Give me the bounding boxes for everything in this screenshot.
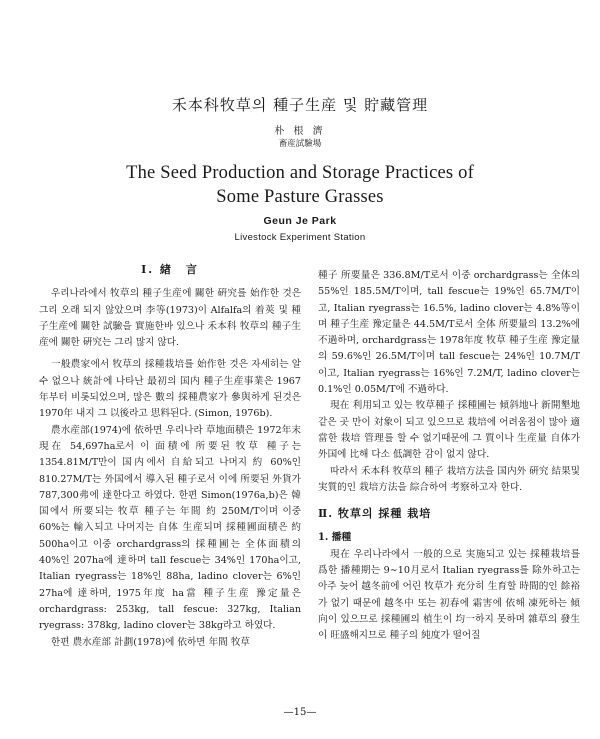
paragraph: 따라서 禾本科 牧草의 種子 栽培方法을 国内外 硏究 結果및 実質的인 栽培方法을 綜合하여 考察하고자 한다. (318, 465, 580, 493)
section-heading-introduction: Ⅰ. 緖 言 (141, 263, 199, 276)
author-name-english: Geun Je Park (263, 215, 337, 227)
subsection-heading-sowing: 1. 播種 (318, 532, 352, 544)
title-en-line2: Some Pasture Grasses (216, 187, 384, 207)
paragraph: 農水産部(1974)에 依하면 우리나라 草地面積은 1972年末 現在 54,697ha로서 이 面積에 所要된 牧草 種子는 1354.81M/T만이 国内에서 自給되고 나머지 約 60%인 810.27M/T는 外国에서 導入된 種子로서 이에 所要된 外貨가 787,300弗에 達한다고 하였다. 한편 Simon(1976a,b)은 韓国에서 所要되는 牧草 種子는 年間 約 250M/T이며 이중 60%는 輸入되고 나머지는 自体 生産되며 採種圃面積은 約 500ha이고 이중 orchardgrass의 採種圃는 全体面積의 40%인 207ha에 達하며 tall fescue는 34%인 170ha이고, Italian ryegrass는 18%인 88ha, ladino clover는 6%인 27ha에 達하며, 1975年度 ha當 種子生産 豫定量은 orchardgrass: 253kg, tall fescue: 327kg, Italian ryegrass: 378kg, ladino clover는 38kg라고 하였다. (39, 424, 301, 632)
paragraph: 한편 農水産部 計劃(1978)에 依하면 年間 牧草 (51, 636, 251, 648)
paragraph: 現在 우리나라에서 一般的으로 実施되고 있는 採種栽培를 爲한 播種期는 9∼10月로서 Italian ryegrass를 除外하고는 아주 늦어 越冬前에 어린 牧草가 充分히 生育할 時間的인 餘裕가 없기 때문에 越冬中 또는 初春에 霜害에 依해 凍死하는 傾向이 있으므로 採種圃의 植生이 均一하지 못하며 雜草의 發生이 旺盛해지므로 種子의 純度가 떨어질 (318, 548, 580, 642)
paragraph: 現在 利用되고 있는 牧草種子 採種圃는 傾斜地나 新開墾地 같은 곳 만이 対象이 되고 있으므로 栽培에 어려움점이 많아 適當한 栽培 管理를 할 수 없기때문에 그 質이나 生産量 自体가 外国에 比해 다소 低調한 감이 없지 않다. (318, 400, 580, 461)
paragraph: 種子 所要量은 336.8M/T로서 이중 orchardgrass는 全体의 55%인 185.5M/T이며, tall fescue는 19%인 65.7M/T이고, Italian ryegrass는 16.5%, ladino clover는 4.8%等이며 種子生産 豫定量은 44.5M/T로서 全体 所要量의 13.2%에 不過하며, orchardgrass는 1978年度 牧草 種子生産 豫定量의 59.6%인 26.5M/T이며 tall fescue는 24%인 10.7M/T이고, Italian ryegrass는 16%인 7.2M/T, ladino clover는 0.1%인 0.05M/T에 不過하다. (318, 270, 580, 396)
section-heading-seed-cultivation: Ⅱ. 牧草의 採種 栽培 (318, 507, 432, 521)
author-name-korean: 朴 根 濟 (274, 126, 326, 137)
institution-korean: 畜産試驗場 (278, 139, 322, 149)
paragraph: 一般農家에서 牧草의 採種栽培를 始作한 것은 자세히는 알 수 없으나 統計에 나타난 最初의 国内 種子生産事業은 1967年부터 비롯되었으며, 많은 數의 採種農家가 參與하게 된것은 1970年 내지 그 以後라고 思料된다. (Simon, 1976b). (39, 359, 301, 420)
right-column (318, 268, 580, 645)
institution-english: Livestock Experiment Station (234, 232, 366, 243)
page-number: —15— (283, 707, 317, 718)
left-column (39, 262, 301, 651)
paper-title-english (0, 161, 600, 209)
title-en-line1: The Seed Production and Storage Practices of (126, 163, 474, 183)
paper-title-korean: 禾本科牧草의 種子生産 및 貯藏管理 (171, 96, 429, 114)
paragraph: 우리나라에서 牧草의 種子生産에 關한 硏究를 始作한 것은 그리 오래 되지 않았으며 李等(1973)이 Alfalfa의 着莢 및 種子生産에 關한 試驗을 實施한바 있으나 禾本科 牧草의 種子生産에 關한 硏究는 그리 많지 않다. (39, 288, 301, 349)
